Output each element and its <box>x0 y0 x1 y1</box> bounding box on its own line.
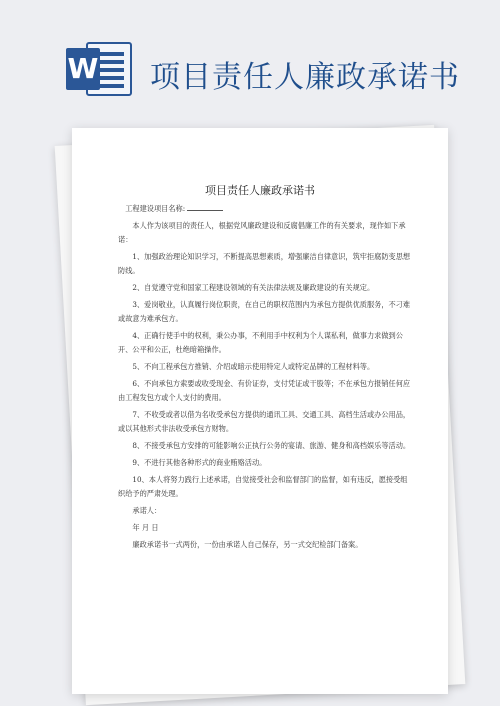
document-body <box>118 202 412 555</box>
paragraph: 5、不向工程承包方推销、介绍或暗示使用特定人或特定品牌的工程材料等。 <box>132 362 375 371</box>
paragraph: 4、正确行使手中的权利，秉公办事，不利用手中权利为个人谋私利，做事力求做到公开、公平和公正，杜绝暗箱操作。 <box>118 331 403 354</box>
word-letter: W <box>66 48 100 90</box>
paragraph: 6、不向承包方索要或收受现金、有价证券，支付凭证或干股等；不在承包方报销任何应由工程发包方或个人支付的费用。 <box>118 379 411 402</box>
footer-note: 廉政承诺书一式两份，一份由承诺人自己保存，另一式交纪检部门备案。 <box>132 540 363 549</box>
paragraph: 3、爱岗敬业，认真履行岗位职责，在自己的职权范围内为承包方提供优质服务，不刁难或故意为难承包方。 <box>118 300 411 323</box>
date-label: 年 月 日 <box>132 523 159 532</box>
paragraph: 7、不收受或者以借为名收受承包方提供的通讯工具、交通工具、高档生活或办公用品，或以其他形式非法收受承包方财物。 <box>118 410 411 433</box>
word-logo-icon <box>66 40 134 98</box>
paragraph: 8、不接受承包方安排的可能影响公正执行公务的宴请、旅游、健身和高档娱乐等活动。 <box>132 441 411 450</box>
document-title: 项目责任人廉政承诺书 <box>205 184 315 197</box>
project-name-label: 工程建设项目名称: <box>125 204 186 213</box>
project-name-line <box>118 202 412 216</box>
signature-label: 承诺人： <box>132 506 162 515</box>
project-name-blank <box>187 203 223 211</box>
paragraph: 1、加强政治理论知识学习，不断提高思想素质，增强廉洁自律意识，筑牢拒腐防变思想防线。 <box>118 252 411 275</box>
paragraph: 10、本人将努力践行上述承诺，自觉接受社会和监督部门的监督，如有违反，愿接受组织给予的严肃处理。 <box>118 475 408 498</box>
paragraph: 本人作为该项目的责任人，根据党风廉政建设和反腐倡廉工作的有关要求，现作如下承诺： <box>118 221 406 244</box>
document-page <box>72 128 448 694</box>
paragraph: 2、自觉遵守党和国家工程建设领域的有关法律法规及廉政建设的有关规定。 <box>132 283 375 292</box>
paragraph: 9、不进行其他各种形式的商业贿赂活动。 <box>132 458 267 467</box>
page-title: 项目责任人廉政承诺书 <box>150 60 460 95</box>
